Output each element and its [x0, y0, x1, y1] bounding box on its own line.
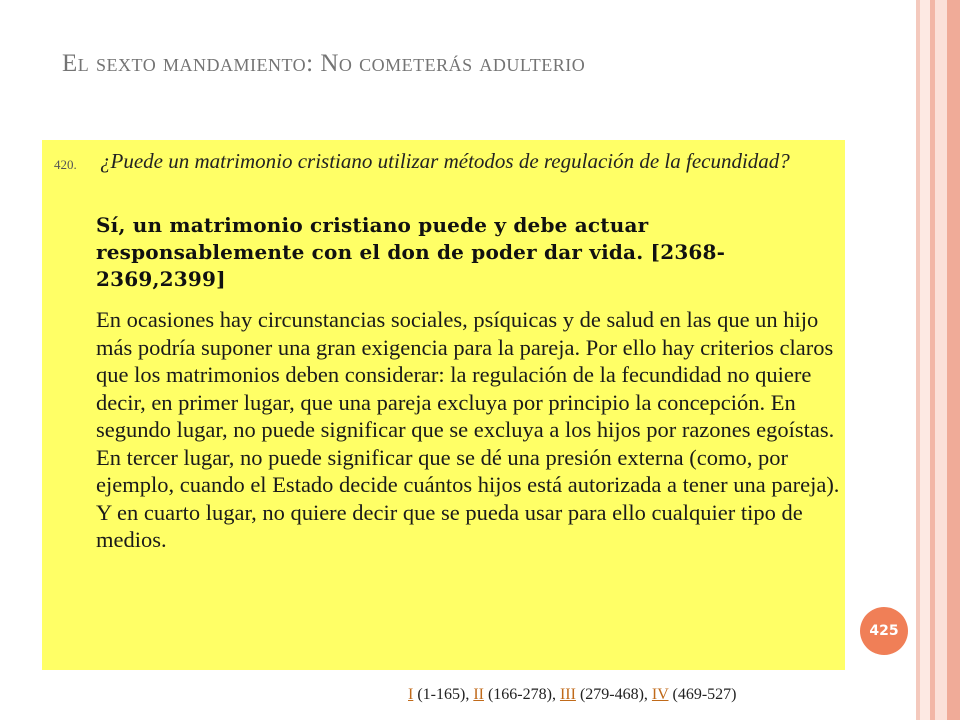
footer-range-2: (166-278), — [483, 686, 560, 703]
footer-link-part-1[interactable]: I — [408, 686, 414, 703]
footer-link-part-3[interactable]: III — [559, 686, 576, 703]
stripe — [920, 0, 930, 720]
slide-title — [62, 44, 862, 84]
stripe — [935, 0, 947, 720]
title-rest-2: o cometerás adulterio — [338, 50, 586, 77]
title-initial-1: E — [62, 50, 78, 77]
footer-link-part-4[interactable]: IV — [651, 686, 669, 703]
stripe — [947, 0, 960, 720]
question-text: ¿Puede un matrimonio cristiano utilizar métodos de regulación de la fecundidad? — [100, 149, 790, 173]
title-rest-1: l sexto mandamiento: — [77, 50, 321, 77]
footer-range-1: (1-165), — [413, 686, 474, 703]
page-number: 425 — [869, 623, 899, 639]
footer-range-3: (279-468), — [575, 686, 652, 703]
explanation-text: En ocasiones hay circunstancias sociales, psíquicas y de salud en las que un hijo más podría suponer una gran exigencia para la pareja. Por ello hay criterios claros que los matrimonios deben considerar: la regulación de la fecundidad no quiere decir, en primer lugar, que una pareja excluya por principio la concepción. En segundo lugar, no puede significar que se excluya a los hijos por razones egoístas. En tercer lugar, no puede significar que se dé una presión externa (como, por ejemplo, cuando el Estado decide cuántos hijos está autorizada a tener una pareja). Y en cuarto lugar, no quiere decir que se pueda usar para ello cualquier tipo de medios. — [96, 307, 840, 552]
footer-nav — [408, 686, 868, 704]
question-number: 420. — [54, 157, 77, 172]
footer-range-4: (469-527) — [668, 686, 737, 703]
footer-link-part-2[interactable]: II — [473, 686, 484, 703]
page-number-badge — [860, 607, 908, 655]
content-box — [42, 140, 845, 670]
decorative-stripes — [916, 0, 960, 720]
answer-text: Sí, un matrimonio cristiano puede y debe actuar responsablemente con el don de poder dar vida. [2368-2369,2399] — [96, 213, 726, 291]
title-initial-2: N — [320, 50, 339, 77]
